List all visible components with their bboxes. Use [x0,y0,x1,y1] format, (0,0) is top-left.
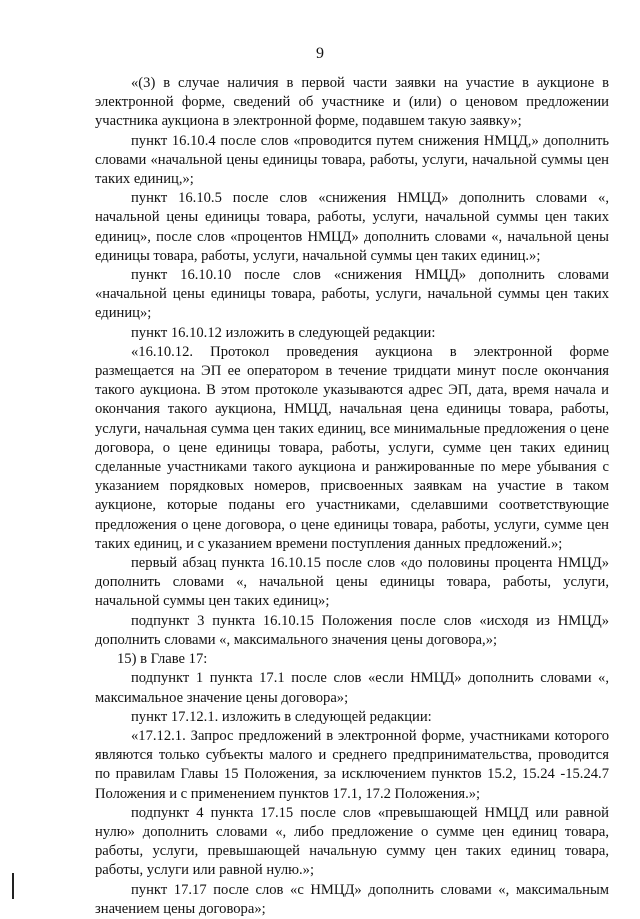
chapter-item: 15) в Главе 17: [117,651,208,668]
scan-margin-mark [12,873,14,899]
paragraph: пункт 16.10.4 после слов «проводится путем снижения НМЦД,» дополнить словами «начальной цены единицы товара, работы, услуги, начальной суммы цен таких единиц,»; [95,132,609,188]
page-number: 9 [316,45,324,62]
paragraph: подпункт 4 пункта 17.15 после слов «превышающей НМЦД или равной нулю» дополнить словами «, либо предложение о сумме цен единиц товара, работы, услуги, превышающей начальную сумму цен таких единиц товара, работы, услуги или равной нулю.»; [95,804,609,879]
paragraph: подпункт 3 пункта 16.10.15 Положения после слов «исходя из НМЦД» дополнить словами «, максимального значения цены договора,»; [95,612,609,648]
paragraph: пункт 17.12.1. изложить в следующей редакции: [131,708,432,725]
paragraph: пункт 16.10.12 изложить в следующей редакции: [131,324,436,341]
paragraph: первый абзац пункта 16.10.15 после слов «до половины процента НМЦД» дополнить словами «, начальной цены единицы товара, работы, услуги, начальной суммы цен таких единиц»; [95,555,609,610]
document-body [95,74,609,919]
paragraph: пункт 16.10.10 после слов «снижения НМЦД» дополнить словами «начальной цены единицы товара, работы, услуги, начальной суммы цен таких единиц»; [95,267,609,322]
paragraph: «16.10.12. Протокол проведения аукциона в электронной форме размещается на ЭП ее оператором в течение тридцати минут после окончания такого аукциона. В этом протоколе указываются адрес ЭП, дата, время начала и окончания такого аукциона, НМЦД, начальная цена единицы товара, работы, услуги, начальная сумма цен таких единиц, все минимальные предложения о цене договора, о цене единицы товара, работы, услуги, сумме цен таких единиц сделанные участниками такого аукциона и ранжированные по мере убывания с указанием порядковых номеров, присвоенных заявкам на участие в таком аукционе, которые поданы его участниками, сделавшими соответствующие предложения о цене договора, о цене единицы товара, работы, услуги, сумме цен таких единиц, и с указанием времени поступления данных предложений.»; [95,343,609,552]
paragraph: подпункт 1 пункта 17.1 после слов «если НМЦД» дополнить словами «, максимальное значение цены договора»; [95,670,609,706]
paragraph: «17.12.1. Запрос предложений в электронной форме, участниками которого являются только субъекты малого и среднего предпринимательства, проводится по правилам Главы 15 Положения, за исключением пунктов 15.2, 15.24 -15.24.7 Положения и с применением пунктов 17.1, 17.2 Положения.»; [95,727,609,802]
paragraph: пункт 16.10.5 после слов «снижения НМЦД» дополнить словами «, начальной цены единицы товара, работы, услуги, начальной суммы цен таких единиц», после слов «процентов НМЦД» дополнить словами «, начальной цены единицы товара, работы, услуги, начальной суммы цен таких единиц.»; [95,190,609,264]
paragraph: пункт 17.17 после слов «с НМЦД» дополнить словами «, максимальным значением цены договора»; [95,881,609,917]
paragraph: «(3) в случае наличия в первой части заявки на участие в аукционе в электронной форме, сведений об участнике и (или) о ценовом предложении участника аукциона в электронной форме, подавшем такую заявку»; [95,75,609,130]
